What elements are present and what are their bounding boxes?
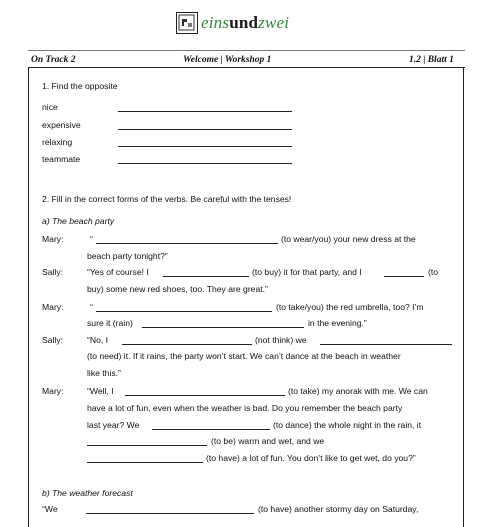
word-3: relaxing	[42, 137, 73, 147]
quote-open: “	[90, 234, 93, 244]
top-divider	[28, 50, 465, 51]
speaker-mary: Mary:	[42, 234, 64, 244]
mary2-text-b: sure it (rain)	[87, 318, 133, 328]
logo-icon	[176, 12, 198, 34]
sally2-text-a: “No, I	[87, 335, 109, 345]
hint-take-anorak: (to take) my anorak with me. We can	[288, 386, 428, 396]
blank-need[interactable]	[320, 344, 452, 345]
sally1-text-a: “Yes of course! I	[87, 267, 149, 277]
speaker-mary: Mary:	[42, 302, 64, 312]
quote-open: “	[90, 302, 93, 312]
blank-rain[interactable]	[142, 327, 304, 328]
blank-think[interactable]	[122, 344, 252, 345]
sally1-cont: buy) some new red shoes, too. They are great.”	[87, 284, 268, 294]
answer-field-1[interactable]	[118, 111, 292, 112]
hint-dance: (to dance) the whole night in the rain, it	[273, 420, 422, 430]
speaker-sally: Sally:	[42, 267, 64, 277]
hint-be: (to be) warm and wet, and we	[211, 436, 325, 446]
hint-have: (to have) a lot of fun. You don’t like to get wet, do you?”	[206, 453, 416, 463]
hint-buy-2: (to	[428, 267, 439, 277]
exercise-1-title: 1. Find the opposite	[42, 81, 118, 91]
hint-buy-1: (to buy) it for that party, and I	[252, 267, 362, 277]
speaker-mary: Mary:	[42, 386, 64, 396]
brand-part-1: eins	[201, 13, 230, 32]
answer-field-2[interactable]	[118, 129, 292, 130]
part-a-title: a) The beach party	[42, 216, 115, 226]
blank-buy-1[interactable]	[163, 276, 249, 277]
hint-wear: (to wear/you) your new dress at the	[281, 234, 416, 244]
b-text-open: “We	[42, 504, 58, 514]
blank-be[interactable]	[87, 445, 207, 446]
word-2: expensive	[42, 120, 81, 130]
header-right: 1.2 | Blatt 1	[409, 55, 454, 65]
mary1-cont: beach party tonight?”	[87, 251, 168, 261]
sally2-cont: (to need) it. If it rains, the party won’t start. We can’t dance at the beach in weather	[87, 351, 401, 361]
hint-have-stormy: (to have) another stormy day on Saturday,	[258, 504, 419, 514]
mary3-line-2: have a lot of fun, even when the weather is bad. Do you remember the beach party	[87, 403, 403, 413]
exercise-2-title: 2. Fill in the correct forms of the verbs. Be careful with the tenses!	[42, 194, 292, 204]
speaker-sally: Sally:	[42, 335, 64, 345]
brand-part-3: zwei	[258, 13, 290, 32]
hint-think: (not think) we	[255, 335, 307, 345]
blank-buy-2[interactable]	[384, 276, 424, 277]
mary2-end: in the evening.”	[308, 318, 367, 328]
mary3-text-a: “Well, I	[87, 386, 114, 396]
blank-dance[interactable]	[152, 429, 270, 430]
blank-have-stormy[interactable]	[86, 513, 254, 514]
answer-field-4[interactable]	[118, 163, 292, 164]
hint-take-umbrella: (to take/you) the red umbrella, too? I’m	[276, 302, 424, 312]
blank-have[interactable]	[87, 462, 203, 463]
part-b-title: b) The weather forecast	[42, 488, 133, 498]
mary3-text-c: last year? We	[87, 420, 140, 430]
header-left: On Track 2	[31, 55, 76, 65]
sally2-end: like this.”	[87, 368, 121, 378]
answer-field-3[interactable]	[118, 146, 292, 147]
blank-take-umbrella[interactable]	[96, 311, 272, 312]
word-4: teammate	[42, 154, 81, 164]
blank-wear[interactable]	[96, 243, 278, 244]
word-1: nice	[42, 102, 58, 112]
header-center: Welcome | Workshop 1	[183, 55, 272, 65]
brand-part-2: und	[229, 13, 259, 32]
blank-take-anorak[interactable]	[125, 395, 285, 396]
brand-logo	[201, 13, 289, 33]
